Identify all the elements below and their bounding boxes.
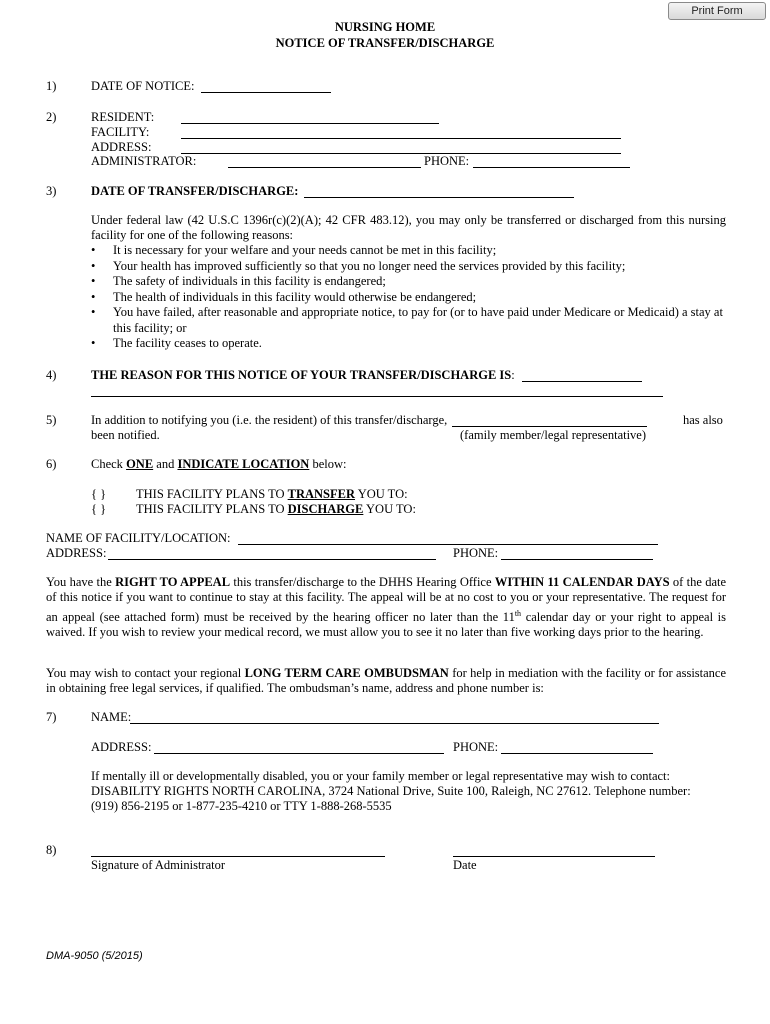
date-of-notice-label: DATE OF NOTICE: bbox=[91, 79, 195, 93]
location-name-label: NAME OF FACILITY/LOCATION: bbox=[46, 531, 231, 545]
signature-label: Signature of Administrator bbox=[91, 858, 226, 872]
reason-item: • It is necessary for your welfare and your needs cannot be met in this facility; bbox=[91, 243, 731, 259]
section-2-number: 2) bbox=[46, 110, 57, 124]
reason-item: • The health of individuals in this facility would otherwise be endangered; bbox=[91, 290, 731, 306]
location-name-field[interactable] bbox=[238, 544, 658, 545]
location-phone-field[interactable] bbox=[501, 559, 653, 560]
section-5-number: 5) bbox=[46, 413, 57, 427]
been-notified-text: been notified. bbox=[91, 428, 160, 442]
ombudsman-paragraph: You may wish to contact your regional LONG TERM CARE OMBUDSMAN for help in mediation with the facility or for assistance in obtaining free legal services, if qualified. The ombudsman’s name, address and phone number is: bbox=[46, 666, 727, 696]
address-field[interactable] bbox=[181, 153, 621, 154]
notified-person-hint: (family member/legal representative) bbox=[460, 428, 647, 442]
resident-field[interactable] bbox=[181, 123, 439, 124]
ombudsman-address-label: ADDRESS: bbox=[91, 740, 152, 754]
administrator-field[interactable] bbox=[228, 167, 421, 168]
discharge-checkbox[interactable]: { } bbox=[91, 502, 107, 516]
reason-item: • You have failed, after reasonable and appropriate notice, to pay for (or to have paid under Medicare or Medicaid) a stay at this facility; or bbox=[91, 305, 731, 336]
has-also-text: has also bbox=[683, 413, 723, 427]
location-address-field[interactable] bbox=[108, 559, 436, 560]
form-number: DMA-9050 (5/2015) bbox=[46, 950, 143, 962]
resident-label: RESIDENT: bbox=[91, 110, 155, 124]
section-8-number: 8) bbox=[46, 843, 57, 857]
ombudsman-address-field[interactable] bbox=[154, 753, 444, 754]
date-of-notice-field[interactable] bbox=[201, 92, 331, 93]
administrator-phone-label: PHONE: bbox=[424, 154, 470, 168]
notified-text: In addition to notifying you (i.e. the resident) of this transfer/discharge, bbox=[91, 413, 448, 427]
disability-rights-line-2: DISABILITY RIGHTS NORTH CAROLINA, 3724 National Drive, Suite 100, Raleigh, NC 27612. Telephone number: bbox=[91, 784, 691, 798]
ombudsman-name-label: NAME: bbox=[91, 710, 132, 724]
facility-field[interactable] bbox=[181, 138, 621, 139]
location-phone-label: PHONE: bbox=[453, 546, 499, 560]
facility-label: FACILITY: bbox=[91, 125, 150, 139]
reason-item: • Your health has improved sufficiently so that you no longer need the services provided by this facility; bbox=[91, 259, 731, 275]
form-subtitle: NOTICE OF TRANSFER/DISCHARGE bbox=[275, 36, 495, 50]
right-to-appeal-paragraph: You have the RIGHT TO APPEAL this transfer/discharge to the DHHS Hearing Office WITHIN 11 CALENDAR DAYS of the date of this notice if you want to continue to stay at this facility. The appeal will be at no cost to you or your representative. The request for an appeal (see attached form) must be received by the hearing officer no later than the 11th calendar day or your right to appeal is waived. If you wish to review your medical record, we must allow you to see it no later than five working days prior to the hearing. bbox=[46, 575, 727, 640]
ombudsman-phone-field[interactable] bbox=[501, 753, 653, 754]
section-6-number: 6) bbox=[46, 457, 57, 471]
transfer-checkbox[interactable]: { } bbox=[91, 487, 107, 501]
federal-law-intro: Under federal law (42 U.S.C 1396r(c)(2)(A); 42 CFR 483.12), you may only be transferred or discharged from this nursing facility for one of the following reasons: bbox=[91, 213, 726, 243]
administrator-phone-field[interactable] bbox=[473, 167, 630, 168]
ombudsman-phone-label: PHONE: bbox=[453, 740, 499, 754]
notified-person-field[interactable] bbox=[452, 426, 647, 427]
reason-field-line-1[interactable] bbox=[522, 381, 642, 382]
reason-item: • The facility ceases to operate. bbox=[91, 336, 731, 352]
date-of-transfer-field[interactable] bbox=[304, 197, 574, 198]
print-form-button[interactable]: Print Form bbox=[668, 2, 766, 20]
transfer-option-text: THIS FACILITY PLANS TO TRANSFER YOU TO: bbox=[136, 487, 408, 501]
date-label: Date bbox=[453, 858, 477, 872]
ombudsman-name-field[interactable] bbox=[130, 723, 659, 724]
section-3-number: 3) bbox=[46, 184, 57, 198]
section-1-number: 1) bbox=[46, 79, 57, 93]
check-one-instruction: Check ONE and INDICATE LOCATION below: bbox=[91, 457, 347, 471]
date-of-transfer-label: DATE OF TRANSFER/DISCHARGE: bbox=[91, 184, 299, 198]
signature-date-field[interactable] bbox=[453, 856, 655, 857]
disability-rights-line-3: (919) 856-2195 or 1-877-235-4210 or TTY 1-888-268-5535 bbox=[91, 799, 392, 813]
administrator-signature-field[interactable] bbox=[91, 856, 385, 857]
form-title: NURSING HOME bbox=[334, 20, 436, 34]
reason-item: • The safety of individuals in this facility is endangered; bbox=[91, 274, 731, 290]
location-address-label: ADDRESS: bbox=[46, 546, 107, 560]
section-4-number: 4) bbox=[46, 368, 57, 382]
reason-label: THE REASON FOR THIS NOTICE OF YOUR TRANSFER/DISCHARGE IS: bbox=[91, 368, 515, 382]
section-7-number: 7) bbox=[46, 710, 57, 724]
address-label: ADDRESS: bbox=[91, 140, 152, 154]
disability-rights-line-1: If mentally ill or developmentally disabled, you or your family member or legal representative may wish to contact: bbox=[91, 769, 670, 783]
discharge-option-text: THIS FACILITY PLANS TO DISCHARGE YOU TO: bbox=[136, 502, 416, 516]
transfer-reasons-list bbox=[91, 243, 731, 352]
reason-field-line-2[interactable] bbox=[91, 396, 663, 397]
administrator-label: ADMINISTRATOR: bbox=[91, 154, 197, 168]
